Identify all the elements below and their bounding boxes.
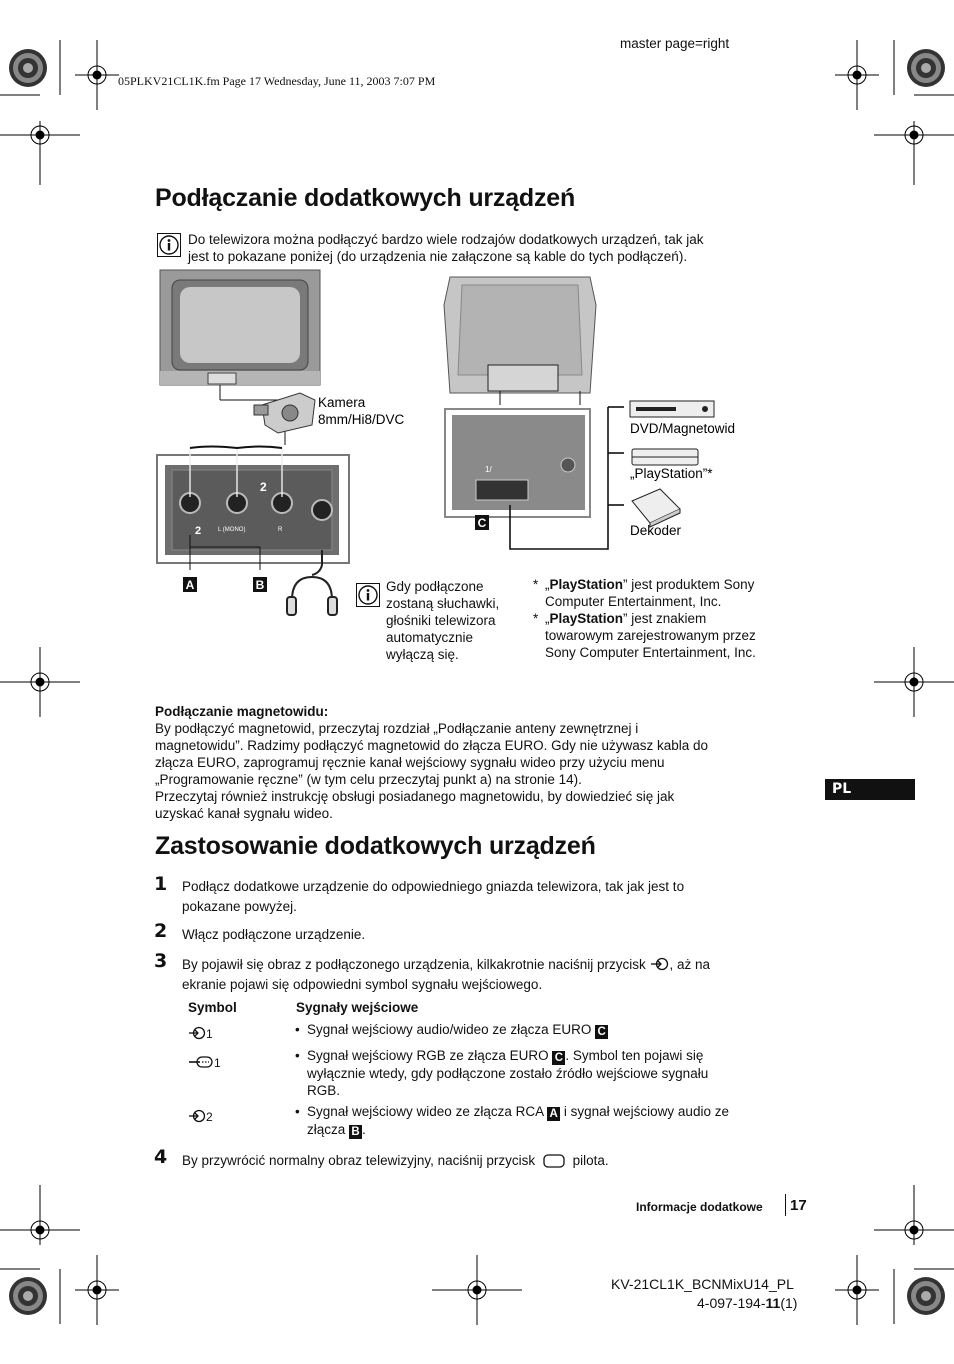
- model-code: KV-21CL1K_BCNMixU14_PL: [611, 1276, 794, 1292]
- step-3-line-end: , aż na: [669, 957, 711, 972]
- headphone-note: [386, 578, 499, 663]
- panel-label-r: R: [278, 527, 283, 533]
- table-header-symbol: Symbol: [188, 1000, 237, 1015]
- row-rca: [295, 1103, 795, 1139]
- symbol-av1: [188, 1026, 213, 1041]
- letter-a: A: [185, 578, 195, 592]
- row-euro-av: [295, 1021, 795, 1039]
- step-3-line: By pojawił się obraz z podłączonego urządzenia, kilkakrotnie naciśnij przycisk: [182, 957, 646, 972]
- quote: „: [545, 577, 550, 592]
- decoder-label: Dekoder: [630, 523, 682, 538]
- input-select-icon: [650, 957, 670, 971]
- letter-b-badge: B: [349, 1125, 362, 1139]
- vcr-line: By podłączyć magnetowid, przeczytaj rozdział „Podłączanie anteny zewnętrznej i: [155, 721, 639, 736]
- camera-label-line2: 8mm/Hi8/DVC: [318, 412, 405, 427]
- part-number-a: 4-097-194-: [697, 1295, 766, 1311]
- camera-label-line1: Kamera: [318, 395, 366, 410]
- language-tab: [825, 779, 915, 800]
- symbol-number: 1: [206, 1027, 213, 1041]
- intro-line-2: jest to pokazane poniżej (do urządzenia nie załączone są kable do tych podłączeń).: [188, 249, 688, 264]
- footnote-text: ” jest znakiem: [623, 611, 707, 626]
- step-4-text: [182, 1152, 609, 1169]
- step-1-number: 1: [154, 873, 168, 895]
- intro-line-1: Do telewizora można podłączyć bardzo wiele rodzajów dodatkowych urządzeń, tak jak: [188, 232, 704, 247]
- row-text: Sygnał wejściowy RGB ze złącza EURO: [307, 1048, 549, 1063]
- brand-name: PlayStation: [549, 577, 624, 592]
- tv-rear-illustration: [444, 277, 596, 393]
- row-text: . Symbol ten pojawi się: [565, 1048, 704, 1063]
- av-input-icon: [188, 1109, 206, 1123]
- decoder-illustration: [632, 489, 680, 527]
- symbol-rgb1: [188, 1055, 221, 1070]
- step-3-line: ekranie pojawi się odpowiedni symbol sygnału wejściowego.: [182, 977, 543, 992]
- footer-divider: [785, 1194, 786, 1216]
- page-number: 17: [790, 1197, 807, 1214]
- step-4-line: By przywrócić normalny obraz telewizyjny, naciśnij przycisk: [182, 1153, 536, 1168]
- footnote-star: *: [533, 577, 539, 592]
- playstation-illustration: [632, 449, 698, 465]
- dvd-label: DVD/Magnetowid: [630, 421, 736, 436]
- headphone-note-line: głośniki telewizora: [386, 613, 496, 628]
- vcr-line: Przeczytaj również instrukcję obsługi posiadanego magnetowidu, by dowiedzieć się jak: [155, 789, 675, 804]
- headphone-note-line: wyłączą się.: [386, 647, 459, 662]
- letter-c-badge: C: [595, 1025, 608, 1039]
- vcr-line: uzyskać kanał sygnału wideo.: [155, 806, 333, 821]
- master-page-note: master page=right: [620, 36, 730, 51]
- step-4-line-end: pilota.: [572, 1153, 609, 1168]
- section-title-connecting: Podłączanie dodatkowych urządzeń: [155, 184, 576, 212]
- row-text: Sygnał wejściowy audio/wideo ze złącza EURO: [307, 1022, 592, 1037]
- row-text: wyłącznie wtedy, gdy podłączone zostało źródło wejściowe sygnału: [307, 1066, 709, 1081]
- row-text: .: [362, 1122, 366, 1137]
- table-header-signals: Sygnały wejściowe: [296, 1000, 419, 1015]
- trademark-footnotes: [533, 576, 803, 661]
- symbol-number: 2: [206, 1110, 213, 1124]
- step-1-text: [182, 877, 684, 917]
- step-3-number: 3: [154, 950, 168, 972]
- camcorder-illustration: [254, 393, 315, 433]
- brand-name: PlayStation: [549, 611, 624, 626]
- panel-label-in2: 2: [195, 525, 202, 537]
- vcr-line: magnetowidu”. Radzimy podłączyć magnetowid do złącza EURO. Gdy nie używasz kabla do: [155, 738, 709, 753]
- footnote-text: Sony Computer Entertainment, Inc.: [545, 645, 756, 660]
- vcr-line: „Programowanie ręczne” (w tym celu przeczytaj punkt a) na stronie 14).: [155, 772, 582, 787]
- row-text: RGB.: [307, 1083, 341, 1098]
- step-1-line: pokazane powyżej.: [182, 899, 297, 914]
- vcr-heading: Podłączanie magnetowidu:: [155, 704, 329, 719]
- letter-c: C: [477, 516, 487, 530]
- step-2-number: 2: [154, 920, 168, 942]
- rear-label: 1/: [485, 465, 492, 474]
- letter-b: B: [255, 578, 265, 592]
- row-text: Sygnał wejściowy wideo ze złącza RCA: [307, 1104, 544, 1119]
- row-text: złącza: [307, 1122, 346, 1137]
- footnote-star: *: [533, 611, 539, 626]
- part-number-c: (1): [780, 1295, 798, 1311]
- vcr-line: złącza EURO, zaprogramuj ręcznie kanał wejściowy sygnału wideo przy użyciu menu: [155, 755, 665, 770]
- footnote-text: ” jest produktem Sony: [623, 577, 755, 592]
- language-tab-label: PL: [832, 781, 852, 797]
- step-2-text: Włącz podłączone urządzenie.: [182, 927, 366, 942]
- tv-front-illustration: [160, 270, 320, 385]
- symbol-av2: [188, 1109, 213, 1124]
- headphone-note-line: automatycznie: [386, 630, 474, 645]
- bullet: •: [295, 1104, 300, 1119]
- letter-a-badge: A: [547, 1107, 560, 1121]
- footer-section-name: Informacje dodatkowe: [636, 1200, 763, 1214]
- headphone-note-line: zostaną słuchawki,: [386, 596, 500, 611]
- quote: „: [545, 611, 550, 626]
- file-info: 05PLKV21CL1K.fm Page 17 Wednesday, June 11, 2003 7:07 PM: [118, 74, 436, 88]
- bullet: •: [295, 1048, 300, 1063]
- vcr-section: [155, 703, 805, 822]
- step-4-number: 4: [154, 1146, 168, 1168]
- tv-button-icon: [542, 1153, 566, 1169]
- intro-text: [188, 231, 704, 265]
- info-icon: [157, 233, 181, 257]
- rgb-input-icon: [188, 1055, 214, 1069]
- playstation-label: „PlayStation”*: [630, 466, 713, 481]
- panel-label-lmono: L (MONO): [218, 527, 246, 533]
- step-1-line: Podłącz dodatkowe urządzenie do odpowiedniego gniazda telewizora, tak jak jest to: [182, 879, 685, 894]
- step-3-text: [182, 955, 710, 995]
- front-panel-illustration: [157, 447, 349, 564]
- info-icon-headphones: [356, 583, 380, 607]
- footnote-text: towarowym zarejestrowanym przez: [545, 628, 756, 643]
- part-number-b: 11: [765, 1295, 781, 1311]
- section-title-using: Zastosowanie dodatkowych urządzeń: [155, 832, 596, 860]
- av-input-icon: [188, 1026, 206, 1040]
- row-euro-rgb: [295, 1047, 795, 1099]
- footnote-2: [533, 610, 803, 661]
- footnote-1: [533, 576, 803, 610]
- footnote-text: Computer Entertainment, Inc.: [545, 594, 722, 609]
- symbol-number: 1: [214, 1056, 221, 1070]
- panel-label-2: 2: [260, 480, 267, 494]
- rear-panel-illustration: [445, 409, 590, 517]
- headphone-note-line: Gdy podłączone: [386, 579, 484, 594]
- dvd-player-illustration: [630, 401, 714, 417]
- row-text: i sygnał wejściowy audio ze: [563, 1104, 729, 1119]
- letter-c-badge: C: [552, 1051, 565, 1065]
- bullet: •: [295, 1022, 300, 1037]
- part-number: [697, 1295, 797, 1311]
